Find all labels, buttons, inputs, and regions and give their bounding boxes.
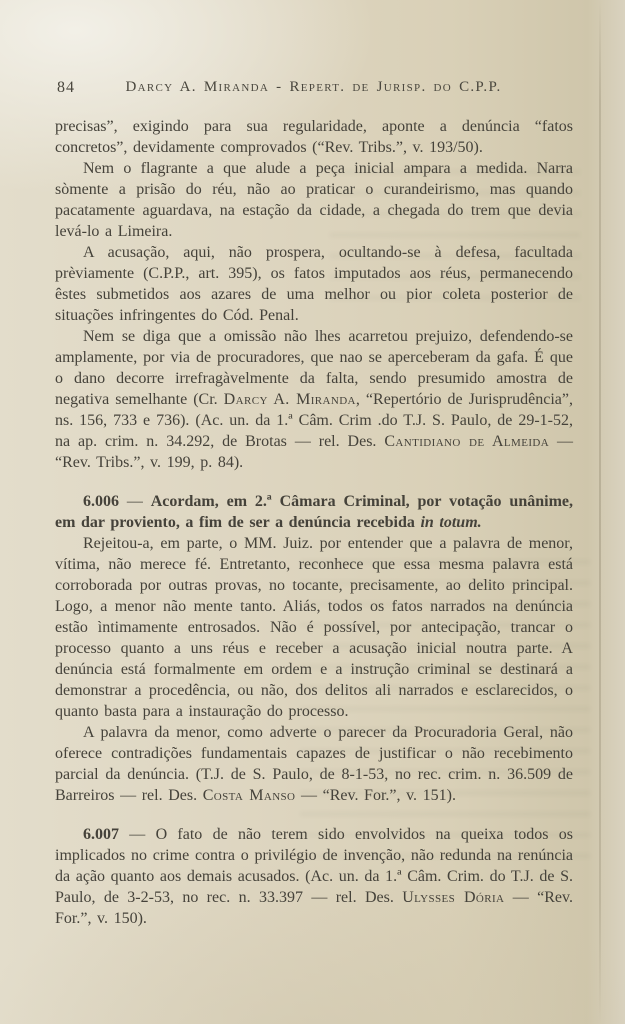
running-head [55,79,572,99]
paragraph-continuation [55,116,573,158]
item-6006-headnote [55,491,573,533]
text-run: Cantidiano de Almeida [384,433,550,450]
text-run: , “Repertório de Jurisprudência”, ns. 156, 733 e 736). (Ac. un. da 1.ª Câm. Crim .do T.J. S. Paulo, de 29-1-52, na ap. crim. n. 34.292, de Brotas — rel. Des. [55,391,573,450]
paragraph-omissao [55,326,573,473]
text-run: Nem o flagrante a que alude a peça inicial ampara a medida. Narra sòmente a prisão do réu, não ao praticar o curandeirismo, mas quando pacatamente aguardava, na estação da cidade, a chegada do trem que devia levá-lo a Limeira. [55,160,573,240]
text-block [55,116,573,929]
text-run: — “Rev. For.”, v. 151). [295,787,456,804]
text-run: Rejeitou-a, em parte, o MM. Juiz. por entender que a palavra de menor, vítima, não merece fé. Entretanto, reconhece que essa mesma palavra está corroborada por outras provas, no tocante, precisamente, ao delito principal. Logo, a menor não mente tanto. Aliás, todos os fatos narrados na denúncia estão ìntimamente entrosados. Não é possível, por antecipação, trancar o processo quanto a uns réus e receber a acusação inicial noutra parte. A denúncia está formalmente em ordem e a instrução criminal se destinará a demonstrar a procedência, ou não, dos delitos ali narrados e esclarecidos, o quanto basta para a instauração do processo. [55,535,573,720]
running-title: Darcy A. Miranda - Repert. de Jurisp. do C.P.P. [125,79,502,95]
text-run: 6.006 [83,493,119,510]
text-run: in totum. [420,514,482,531]
text-run: — [119,493,151,510]
text-run: Nem se diga que a omissão não lhes acarretou prejuizo, defendendo-se amplamente, por via de procuradores, que nao se aperceberam da gafa. É que o dano decorre irrefragàvelmente da falta, sendo presumido amostra de negativa semelhante (Cr. [55,328,573,408]
paragraph-palavra-menor [55,722,573,806]
text-run: — O fato de não terem sido envolvidos na queixa todos os implicados no crime contra o privilégio de invenção, não redunda na renúncia da ação quanto aos demais acusados. (Ac. un. da 1.ª Câm. Crim. do T.J. de S. Paulo, de 3-2-53, no rec. n. 33.397 — rel. Des. [55,826,573,906]
text-run: Acordam, em 2.ª Câmara Criminal, por votação unânime, em dar proviento, a fim de ser a denúncia recebida [55,493,573,531]
paragraph-acusacao [55,242,573,326]
paragraph-flagrante [55,158,573,242]
text-run: 6.007 [83,826,119,843]
text-run: Darcy A. Miranda [223,391,356,408]
page-edge-shadow [599,0,601,1024]
text-run: — “Rev. For.”, v. 150). [55,889,573,927]
text-run: precisas”, exigindo para sua regularidade, aponte a denúncia “fatos concretos”, devidamente comprovados (“Rev. Tribs.”, v. 193/50). [55,118,573,156]
text-run: Costa Manso [202,787,296,804]
text-run: — “Rev. Tribs.”, v. 199, p. 84). [55,433,573,471]
text-run: Ulysses Dória [402,889,505,906]
text-run: A palavra da menor, como adverte o parecer da Procuradoria Geral, não oferece contradições fundamentais capazes de justificar o não recebimento parcial da denúncia. (T.J. de S. Paulo, de 8-1-53, no rec. crim. n. 36.509 de Barreiros — rel. Des. [55,724,573,804]
text-run: A acusação, aqui, não prospera, ocultando-se à defesa, facultada prèviamente (C.P.P., art. 395), os fatos imputados aos réus, permanecendo êstes submetidos aos azares de uma melhor ou pior coleta posterior de situações infringentes do Cód. Penal. [55,244,573,324]
item-6007-headnote [55,824,573,929]
page-number: 84 [57,79,75,96]
paragraph-rejeitou [55,533,573,722]
